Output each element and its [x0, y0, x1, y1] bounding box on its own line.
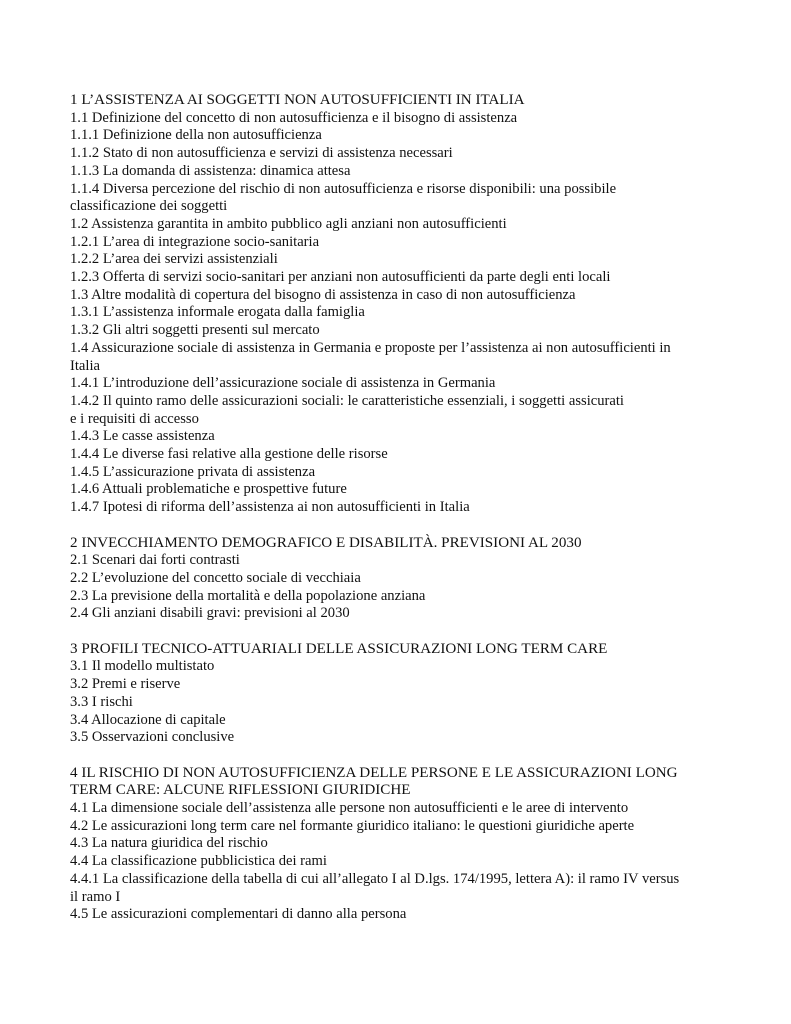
toc-entry: 3.5 Osservazioni conclusive	[70, 729, 235, 746]
toc-entry: 1.1.2 Stato di non autosufficienza e servizi di assistenza necessari	[70, 145, 453, 162]
toc-entry: 3.1 Il modello multistato	[70, 658, 215, 675]
toc-entry: 1.4.7 Ipotesi di riforma dell’assistenza ai non autosufficienti in Italia	[70, 499, 470, 516]
toc-entry: 1.1.1 Definizione della non autosufficienza	[70, 127, 322, 144]
toc-entry: 1.4.6 Attuali problematiche e prospettive future	[70, 481, 347, 498]
toc-entry: 2.1 Scenari dai forti contrasti	[70, 552, 240, 569]
toc-entry: 1.2.3 Offerta di servizi socio-sanitari per anziani non autosufficienti da parte degli enti locali	[70, 269, 611, 286]
toc-entry: 1.4.1 L’introduzione dell’assicurazione sociale di assistenza in Germania	[70, 375, 496, 392]
toc-entry: 1.4.2 Il quinto ramo delle assicurazioni sociali: le caratteristiche essenziali, i soggetti assicurati	[70, 392, 624, 409]
chapter-heading: 2 INVECCHIAMENTO DEMOGRAFICO E DISABILITÀ. PREVISIONI AL 2030	[70, 534, 582, 551]
toc-entry: 3.2 Premi e riserve	[70, 676, 181, 693]
toc-entry: il ramo I	[70, 888, 121, 905]
toc-entry: 1.4.5 L’assicurazione privata di assistenza	[70, 463, 316, 480]
toc-entry: 4.4.1 La classificazione della tabella di cui all’allegato I al D.lgs. 174/1995, lettera A): il ramo IV versus	[70, 870, 680, 887]
toc-entry: 2.2 L’evoluzione del concetto sociale di vecchiaia	[70, 569, 361, 586]
toc-entry: 1.2.1 L’area di integrazione socio-sanitaria	[70, 233, 320, 250]
toc-entry: e i requisiti di accesso	[70, 410, 199, 427]
toc-entry: 4.2 Le assicurazioni long term care nel formante giuridico italiano: le questioni giuridiche aperte	[70, 817, 635, 834]
toc-entry: 1.4.3 Le casse assistenza	[70, 428, 215, 445]
toc-entry: classificazione dei soggetti	[70, 198, 228, 215]
chapter-heading: TERM CARE: ALCUNE RIFLESSIONI GIURIDICHE	[70, 782, 411, 799]
toc-entry: 4.3 La natura giuridica del rischio	[70, 835, 268, 852]
toc-entry: 2.3 La previsione della mortalità e della popolazione anziana	[70, 587, 426, 604]
chapter-heading: 3 PROFILI TECNICO-ATTUARIALI DELLE ASSICURAZIONI LONG TERM CARE	[70, 640, 608, 657]
toc-entry: 3.3 I rischi	[70, 693, 133, 710]
table-of-contents	[70, 92, 730, 942]
toc-entry: 1.4 Assicurazione sociale di assistenza in Germania e proposte per l’assistenza ai non autosufficienti in	[70, 339, 671, 356]
chapter-heading: 1 L’ASSISTENZA AI SOGGETTI NON AUTOSUFFICIENTI IN ITALIA	[70, 92, 525, 108]
toc-section-2	[70, 535, 730, 624]
toc-entry: 1.4.4 Le diverse fasi relative alla gestione delle risorse	[70, 446, 388, 463]
toc-entry: 1.3.2 Gli altri soggetti presenti sul mercato	[70, 322, 320, 339]
toc-entry: 4.5 Le assicurazioni complementari di danno alla persona	[70, 906, 407, 923]
toc-entry: 1.1.4 Diversa percezione del rischio di non autosufficienza e risorse disponibili: una possibile	[70, 180, 617, 197]
chapter-heading: 4 IL RISCHIO DI NON AUTOSUFFICIENZA DELLE PERSONE E LE ASSICURAZIONI LONG	[70, 764, 678, 781]
toc-entry: 1.3 Altre modalità di copertura del bisogno di assistenza in caso di non autosufficienza	[70, 286, 576, 303]
toc-entry: 1.2 Assistenza garantita in ambito pubblico agli anziani non autosufficienti	[70, 215, 507, 232]
toc-section-3	[70, 641, 730, 747]
toc-entry: 1.3.1 L’assistenza informale erogata dalla famiglia	[70, 304, 365, 321]
toc-entry: 1.2.2 L’area dei servizi assistenziali	[70, 251, 278, 268]
toc-section-4	[70, 765, 730, 924]
toc-entry: Italia	[70, 357, 100, 374]
toc-entry: 2.4 Gli anziani disabili gravi: previsioni al 2030	[70, 605, 350, 622]
toc-entry: 4.4 La classificazione pubblicistica dei rami	[70, 853, 327, 870]
toc-entry: 3.4 Allocazione di capitale	[70, 711, 226, 728]
toc-entry: 1.1 Definizione del concetto di non autosufficienza e il bisogno di assistenza	[70, 109, 518, 126]
toc-entry: 1.1.3 La domanda di assistenza: dinamica attesa	[70, 162, 351, 179]
toc-entry: 4.1 La dimensione sociale dell’assistenza alle persone non autosufficienti e le aree di intervento	[70, 800, 629, 817]
toc-section-1	[70, 92, 730, 517]
